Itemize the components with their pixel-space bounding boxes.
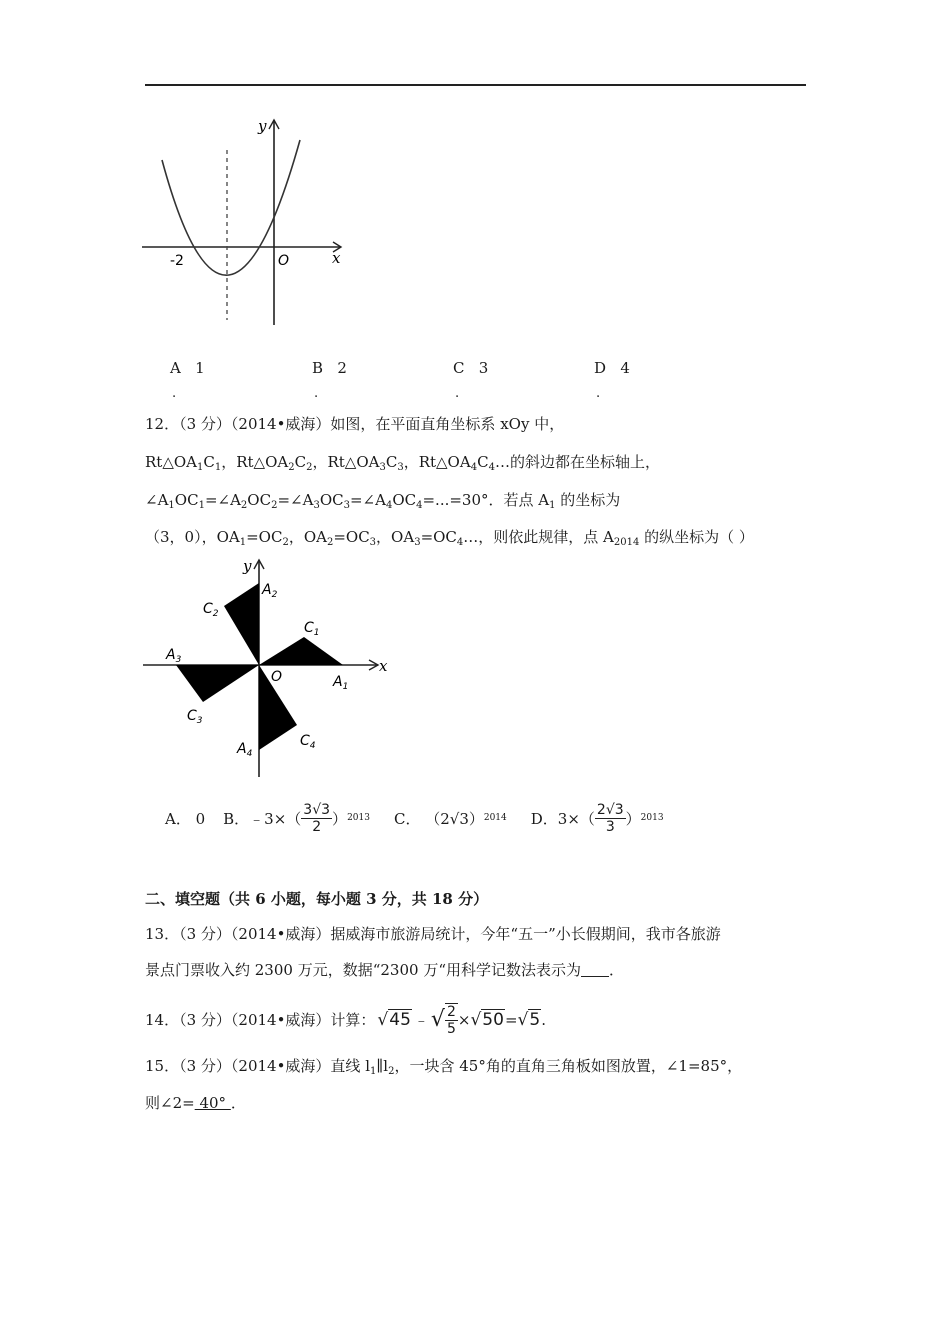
fig2-label-a2: $A_2$ xyxy=(262,582,278,600)
q13-answer-blank xyxy=(581,960,609,977)
fig2-label-c2: $C_2$ xyxy=(203,601,219,619)
q12-l3-s7: 2 xyxy=(271,500,278,511)
q12-option-b-num: 3√3 xyxy=(303,801,331,818)
q12-l3-t14: OC xyxy=(392,491,417,509)
q12-l4-t12: …，则依此规律，点 A xyxy=(463,528,614,546)
q12-option-b-den: 2 xyxy=(312,818,322,835)
q11-option-b xyxy=(312,359,347,377)
q11-option-a xyxy=(170,359,205,377)
q14-sqrt-45: √45 xyxy=(377,1010,411,1030)
q12-option-b-suffix: ） xyxy=(332,809,348,828)
q12-line3 xyxy=(145,490,620,516)
q12-l2-t0: Rt△OA xyxy=(145,453,197,471)
q12-line4 xyxy=(145,527,754,553)
q13-line2 xyxy=(145,960,624,980)
fig2-y-label: y xyxy=(243,557,252,575)
q14-frac-den: 5 xyxy=(446,1021,456,1037)
q14-line xyxy=(145,1005,546,1035)
q15-line2-end: ． xyxy=(230,1094,246,1112)
fig1-neg2-label: -2 xyxy=(170,253,184,269)
q14-equals: = xyxy=(504,1011,518,1029)
fig2-label-a1: $A_1$ xyxy=(333,674,349,692)
q12-l4-t8: ，OA xyxy=(376,528,415,546)
q12-option-c-exp: 2014 xyxy=(483,813,507,823)
q11-option-b-letter: B xyxy=(312,359,324,377)
q12-option-c-prefix: C． （2√3） xyxy=(393,809,484,828)
q14-prefix: 14．（3 分）（2014•威海）计算： xyxy=(145,1011,376,1029)
q12-option-d-prefix: D．3×（ xyxy=(530,809,595,828)
q12-l3-s15: 4 xyxy=(416,500,423,511)
q12-l3-s1: 1 xyxy=(168,500,175,511)
q14-frac-num: 2 xyxy=(446,1004,456,1020)
q12-option-b-prefix: B．﹣3×（ xyxy=(223,809,302,828)
q12-option-b-exp: 2013 xyxy=(347,813,370,823)
fig2-x-label: x xyxy=(379,657,388,675)
q14-rad-45: 45 xyxy=(389,1010,411,1030)
q14-end: . xyxy=(541,1011,546,1029)
q12-l2-t2: C xyxy=(203,453,215,471)
fig1-origin-label: O xyxy=(278,253,290,269)
q12-option-b-fraction xyxy=(301,802,332,835)
q12-l3-s9: 3 xyxy=(313,500,320,511)
q12-l3-t12: =∠A xyxy=(349,491,386,509)
q12-option-d-num: 2√3 xyxy=(596,801,624,818)
q12-line2 xyxy=(145,452,660,478)
q12-l3-t6: OC xyxy=(247,491,272,509)
q12-l4-s1: 1 xyxy=(239,537,247,548)
q12-l2-t12: ，Rt△OA xyxy=(403,453,471,471)
q14-times: × xyxy=(457,1011,471,1029)
q12-l2-t14: C xyxy=(477,453,489,471)
q12-l2-s15: 4 xyxy=(488,462,495,473)
q14-fraction xyxy=(445,1003,458,1037)
q13-line2-end: ． xyxy=(609,961,625,979)
q15-line2-text: 则∠2= xyxy=(145,1094,195,1112)
q15-line1 xyxy=(145,1056,742,1082)
q12-l3-s11: 3 xyxy=(343,500,350,511)
parabola-figure xyxy=(140,115,355,330)
q12-l3-t0: ∠A xyxy=(145,491,169,509)
q12-l4-t0: （3，0），OA xyxy=(145,528,240,546)
q12-l2-t16: …的斜边都在坐标轴上， xyxy=(494,453,660,471)
q12-l2-s3: 1 xyxy=(214,462,222,473)
q14-minus: ﹣ xyxy=(413,1011,429,1029)
q12-l3-t10: OC xyxy=(319,491,344,509)
q12-l2-t4: ，Rt△OA xyxy=(221,453,289,471)
q15-line2 xyxy=(145,1093,246,1113)
q12-l2-t8: ，Rt△OA xyxy=(312,453,380,471)
q11-option-c-dot: . xyxy=(455,386,460,401)
q14-sqrt-50: √50 xyxy=(470,1010,504,1030)
q11-option-b-value: 2 xyxy=(337,359,347,377)
q11-option-c-value: 3 xyxy=(478,359,489,377)
q12-l4-t14: 的纵坐标为（ ） xyxy=(639,528,754,546)
section2-title: 二、填空题（共 6 小题，每小题 3 分，共 18 分） xyxy=(145,890,489,908)
q11-option-d-dot: . xyxy=(596,386,601,401)
q12-l4-s9: 3 xyxy=(414,537,421,548)
q12-l3-s13: 4 xyxy=(385,500,393,511)
pinwheel-figure xyxy=(140,555,395,780)
q12-l4-t10: =OC xyxy=(420,528,457,546)
q11-option-c-letter: C xyxy=(453,359,465,377)
q11-option-d xyxy=(594,359,630,377)
fig2-label-c3: $C_3$ xyxy=(187,708,203,726)
q12-l4-t2: =OC xyxy=(246,528,283,546)
fig2-label-c4: $C_4$ xyxy=(300,733,316,751)
q12-line1: 12．（3 分）（2014•威海）如图，在平面直角坐标系 xOy 中， xyxy=(145,415,565,433)
q15-l1-t2: ∥l xyxy=(376,1057,389,1075)
q11-option-a-letter: A xyxy=(170,359,181,377)
q14-sqrt-5: √5 xyxy=(517,1010,541,1030)
fig2-label-a3: $A_3$ xyxy=(166,647,182,665)
q15-l1-t0: 15．（3 分）（2014•威海）直线 l xyxy=(145,1057,370,1075)
q13-line2-text: 景点门票收入约 2300 万元，数据“2300 万“用科学记数法表示为 xyxy=(145,961,581,979)
q11-option-b-dot: . xyxy=(314,386,319,401)
fig1-x-label: x xyxy=(332,249,341,267)
q12-l3-t16: =...=30°．若点 A xyxy=(422,491,550,509)
q12-l3-t18: 的坐标为 xyxy=(555,491,621,509)
q12-l3-t8: =∠A xyxy=(277,491,314,509)
q12-l3-t4: =∠A xyxy=(204,491,241,509)
q12-l3-s3: 1 xyxy=(198,500,205,511)
q12-option-a: A． 0 xyxy=(165,809,206,828)
q11-option-d-value: 4 xyxy=(620,359,630,377)
q12-l4-s5: 2 xyxy=(326,537,334,548)
q12-l4-t6: =OC xyxy=(333,528,370,546)
q12-l2-s9: 3 xyxy=(379,462,386,473)
q12-l2-s5: 2 xyxy=(288,462,295,473)
q14-rad-5: 5 xyxy=(529,1010,541,1030)
q12-l4-s3: 2 xyxy=(282,537,289,548)
q14-rad-50: 50 xyxy=(482,1010,504,1030)
q11-option-a-dot: . xyxy=(172,386,177,401)
q15-answer: 40° xyxy=(194,1094,231,1112)
header-rule xyxy=(145,84,806,86)
q12-options xyxy=(165,795,664,841)
q11-option-a-value: 1 xyxy=(195,359,205,377)
q12-option-d-suffix: ） xyxy=(625,809,641,828)
q12-l2-s1: 1 xyxy=(197,462,204,473)
fig2-origin-label: O xyxy=(271,669,283,685)
q12-l2-t6: C xyxy=(294,453,307,471)
q14-sqrt-frac: √ xyxy=(430,1007,445,1032)
q12-l4-s13: 2014 xyxy=(613,537,640,548)
q12-l3-s5: 2 xyxy=(240,500,248,511)
q12-l4-t4: ，OA xyxy=(288,528,327,546)
fig1-y-label: y xyxy=(258,117,267,135)
q12-l2-s11: 3 xyxy=(397,462,404,473)
q12-l2-t10: C xyxy=(385,453,398,471)
q12-l2-s13: 4 xyxy=(470,462,478,473)
q12-l3-t2: OC xyxy=(174,491,199,509)
q15-l1-s3: 2 xyxy=(388,1066,395,1077)
fig2-label-a4: $A_4$ xyxy=(237,741,253,759)
q12-l3-s17: 1 xyxy=(549,500,556,511)
q12-l4-s11: 4 xyxy=(456,537,464,548)
q15-l1-s1: 1 xyxy=(370,1066,377,1077)
q11-option-c xyxy=(453,359,488,377)
q12-option-d-exp: 2013 xyxy=(640,813,664,823)
q12-option-d-den: 3 xyxy=(605,818,615,835)
q12-l4-s7: 3 xyxy=(369,537,377,548)
fig2-label-c1: $C_1$ xyxy=(304,620,320,638)
q13-line1: 13．（3 分）（2014•威海）据威海市旅游局统计，今年“五一”小长假期间，我市各旅游 xyxy=(145,925,721,943)
q11-option-d-letter: D xyxy=(594,359,607,377)
q15-l1-t4: ，一块含 45°角的直角三角板如图放置，∠1=85°， xyxy=(394,1057,743,1075)
q12-option-d-fraction xyxy=(595,802,626,835)
q12-l2-s7: 2 xyxy=(306,462,313,473)
